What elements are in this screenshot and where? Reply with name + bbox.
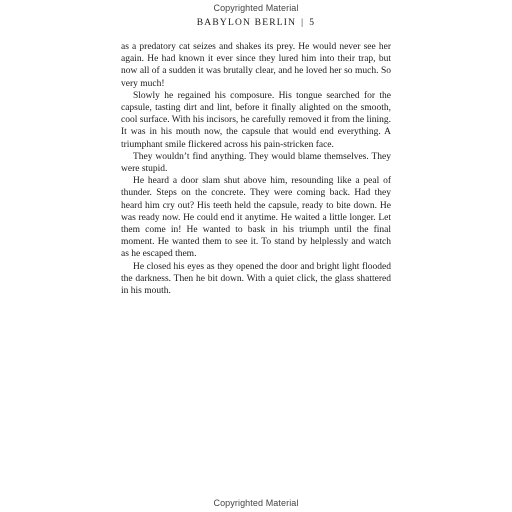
copyright-watermark-bottom: Copyrighted Material: [213, 498, 299, 508]
running-head-separator: |: [301, 18, 305, 28]
copyright-watermark-top: Copyrighted Material: [213, 3, 299, 13]
paragraph-4: He heard a door slam shut above him, resounding like a peal of thunder. Steps on the concrete. They were coming back. Had they heard him cry out? His teeth held the capsule, ready to bite down. He was ready now. He could end it anytime. He waited a little longer. Let them come in! He wanted to bask in his triumph until the final moment. He wanted them to see it. To stand by helplessly and watch as he escaped them.: [121, 176, 391, 260]
body-text: [121, 41, 391, 297]
running-head: [0, 18, 512, 28]
page-number: 5: [309, 18, 316, 28]
paragraph-2: Slowly he regained his composure. His tongue searched for the capsule, tasting dirt and lint, before it finally alighted on the smooth, cool surface. With his incisors, he carefully removed it from the lining. It was in his mouth now, the capsule that would end everything. A triumphant smile flickered across his pain-stricken face.: [121, 90, 391, 150]
paragraph-3: They wouldn’t find anything. They would blame themselves. They were stupid.: [121, 151, 391, 175]
running-head-title: BABYLON BERLIN: [196, 18, 297, 28]
paragraph-5: He closed his eyes as they opened the door and bright light flooded the darkness. Then he bit down. With a quiet click, the glass shattered in his mouth.: [121, 261, 391, 297]
paragraph-1: as a predatory cat seizes and shakes its prey. He would never see her again. He had known it ever since they lured him into their trap, but now all of a sudden it was brutally clear, and he loved her so much. So very much!: [121, 42, 391, 89]
